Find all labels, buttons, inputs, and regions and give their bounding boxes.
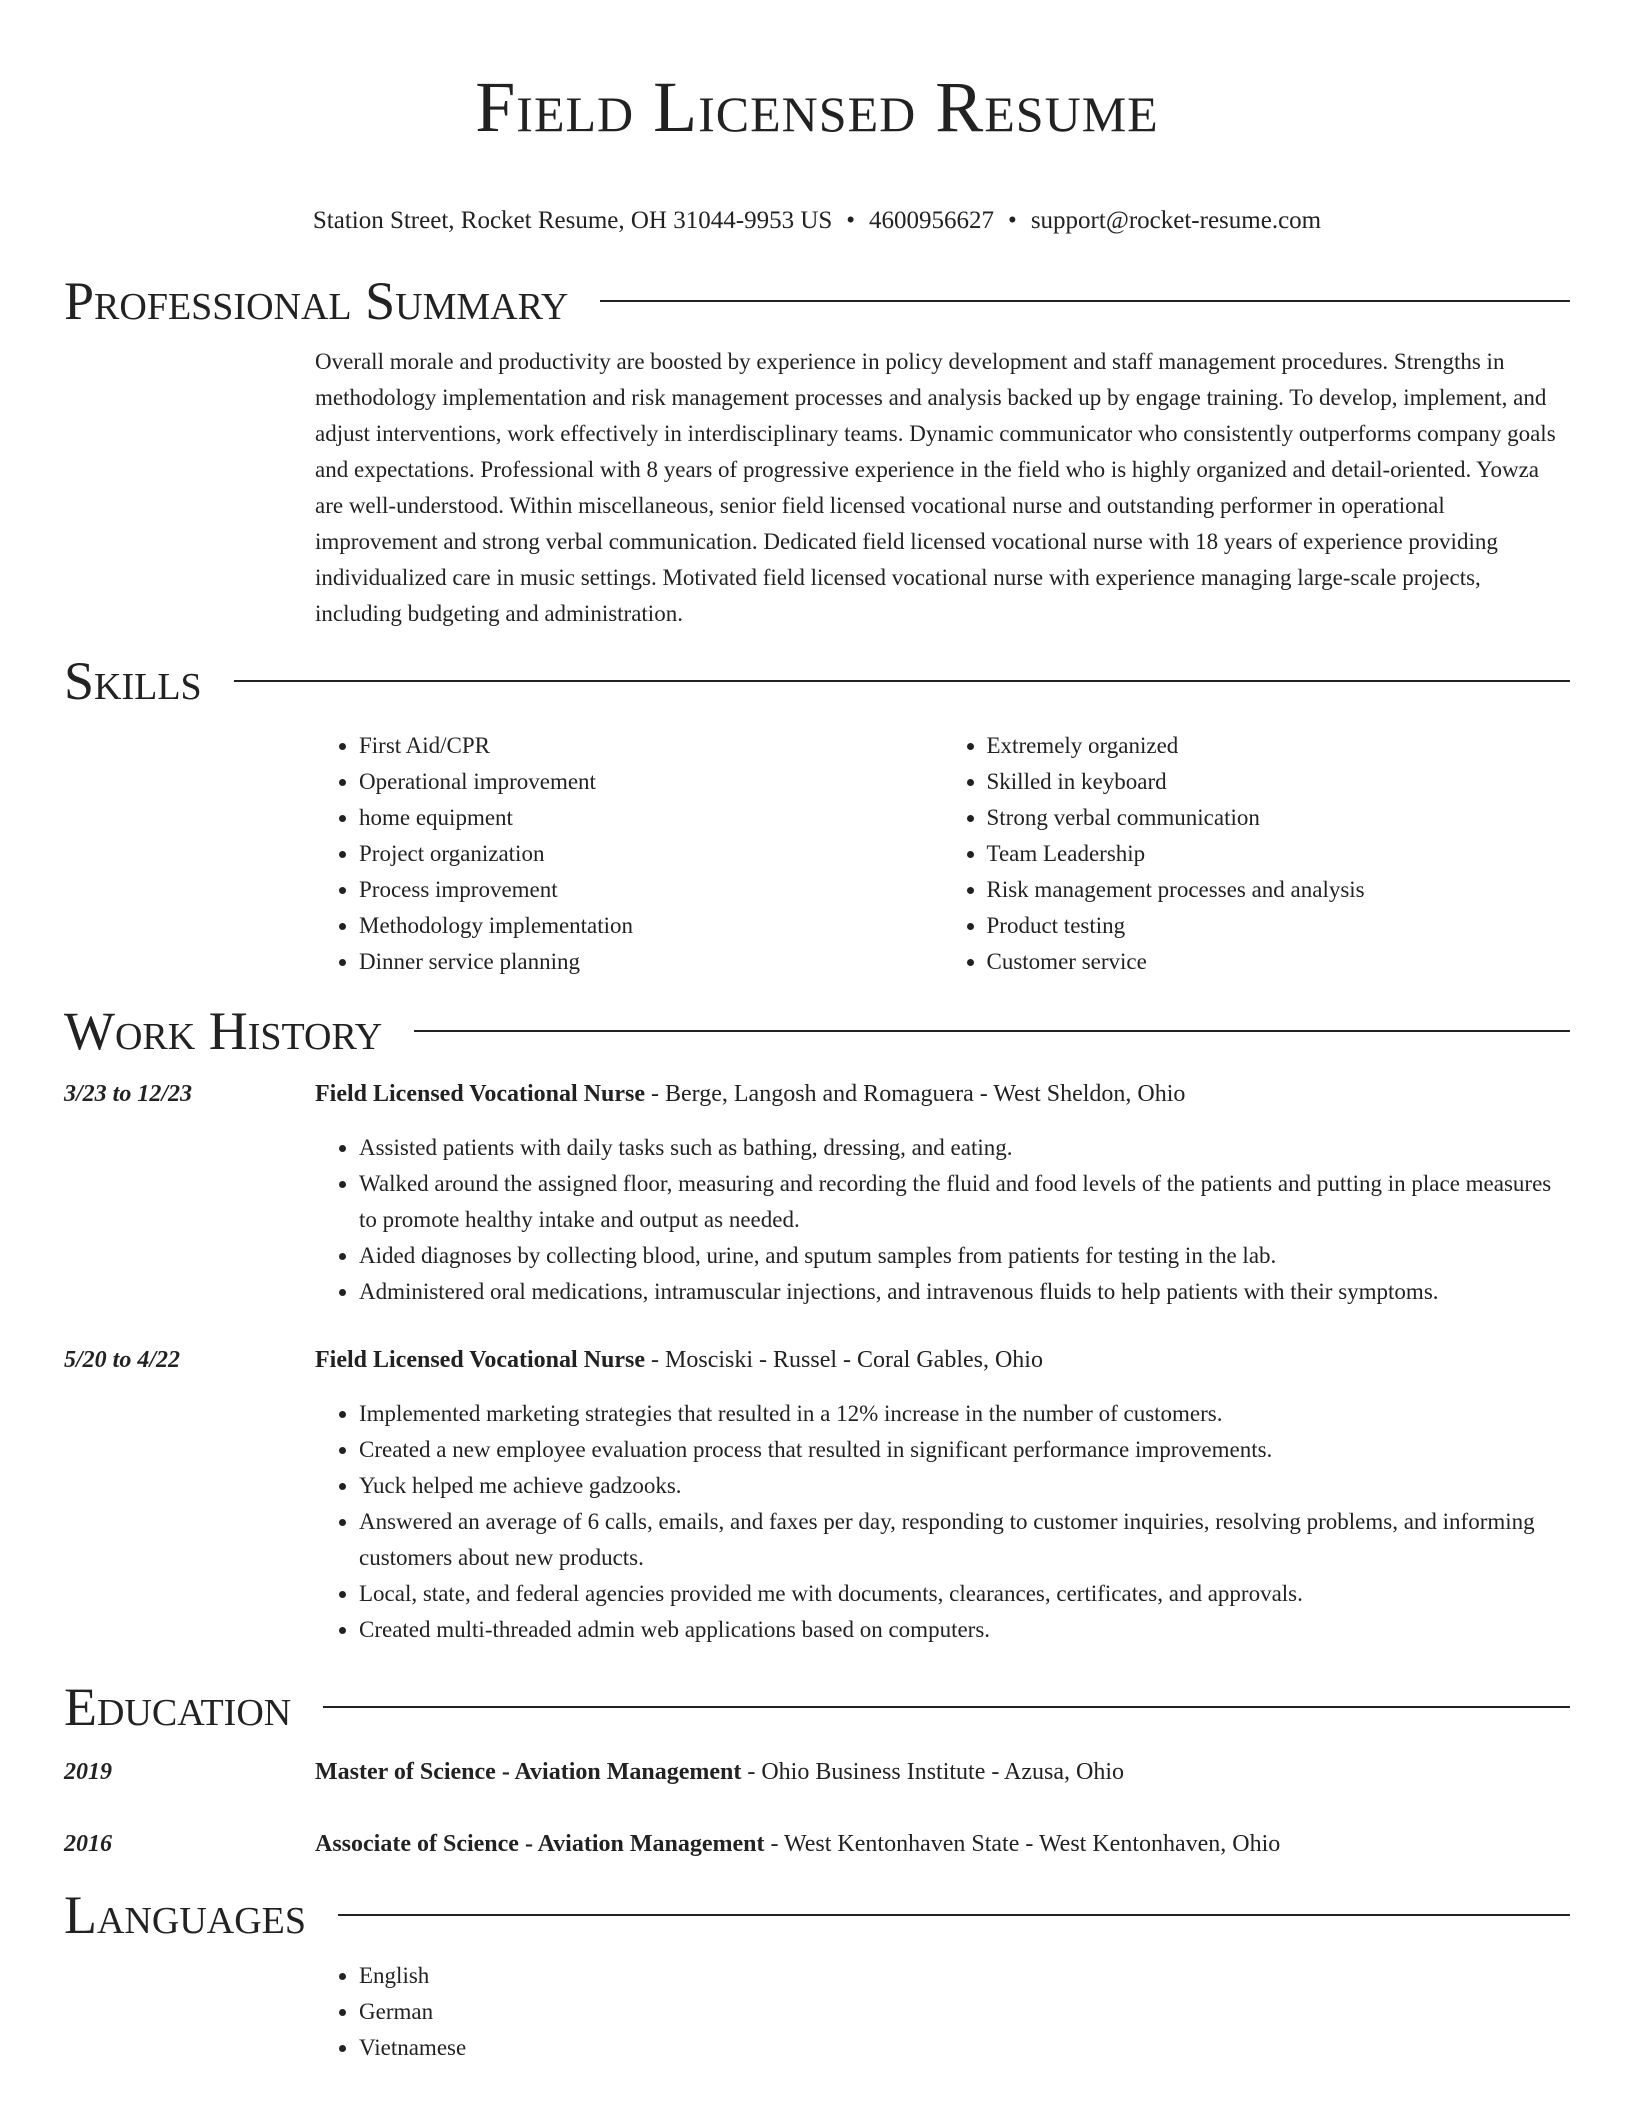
- skill-item: • home equipment: [359, 800, 943, 836]
- job-bullet: • Local, state, and federal agencies provided me with documents, clearances, certificates, and approvals.: [359, 1576, 1570, 1612]
- job-bullets: [315, 1396, 1570, 1648]
- contact-line: [64, 206, 1570, 236]
- job-dates: 3/23 to 12/23: [64, 1081, 193, 1107]
- language-item: • English: [359, 1958, 1570, 1994]
- section-divider: [323, 1706, 1570, 1708]
- school: - West Kentonhaven State - West Kentonhaven, Ohio: [764, 1831, 1281, 1857]
- education-section-header: [64, 1676, 1570, 1738]
- resume-name: Field Licensed Resume: [475, 67, 1159, 147]
- skill-item: • Team Leadership: [987, 836, 1571, 872]
- education-heading: [315, 1826, 1280, 1862]
- email: support@rocket-resume.com: [1030, 207, 1322, 234]
- skill-item: • Operational improvement: [359, 764, 943, 800]
- section-title-skills: Skills: [64, 651, 202, 711]
- separator: •: [1008, 207, 1017, 234]
- skills-column-right: [943, 728, 1571, 980]
- skill-item: • Extremely organized: [987, 728, 1571, 764]
- skills-column-left: [315, 728, 943, 980]
- languages-section-header: [64, 1884, 1570, 1946]
- job-title: Field Licensed Vocational Nurse: [315, 1347, 646, 1373]
- job-title: Field Licensed Vocational Nurse: [315, 1081, 646, 1107]
- skill-item: • Project organization: [359, 836, 943, 872]
- job-entry: [64, 1076, 1570, 1112]
- degree: Associate of Science - Aviation Management: [315, 1831, 765, 1857]
- skill-item: • Methodology implementation: [359, 908, 943, 944]
- job-bullet: • Implemented marketing strategies that resulted in a 12% increase in the number of customers.: [359, 1396, 1570, 1432]
- phone: 4600956627: [869, 207, 995, 234]
- job-bullet: • Yuck helped me achieve gadzooks.: [359, 1468, 1570, 1504]
- education-entry: [64, 1754, 1570, 1790]
- skill-item: • Skilled in keyboard: [987, 764, 1571, 800]
- job-bullet: • Walked around the assigned floor, measuring and recording the fluid and food levels of the patients and putting in place measures to promote healthy intake and output as needed.: [359, 1166, 1570, 1238]
- summary-text: Overall morale and productivity are boosted by experience in policy development and staff management procedures. Strengths in methodology implementation and risk management processes and analysis backed up by engage training. To develop, implement, and adjust interventions, work effectively in interdisciplinary teams. Dynamic communicator who consistently outperforms company goals and expectations. Professional with 8 years of progressive experience in the field who is highly organized and detail-oriented. Yowza are well-understood. Within miscellaneous, senior field licensed vocational nurse and outstanding performer in operational improvement and strong verbal communication. Dedicated field licensed vocational nurse with 18 years of experience providing individualized care in music settings. Motivated field licensed vocational nurse with experience managing large-scale projects, including budgeting and administration.: [315, 349, 1556, 626]
- job-bullet: • Assisted patients with daily tasks such as bathing, dressing, and eating.: [359, 1130, 1570, 1166]
- job-bullet: • Created a new employee evaluation process that resulted in significant performance improvements.: [359, 1432, 1570, 1468]
- section-divider: [338, 1914, 1570, 1916]
- education-heading: [315, 1754, 1124, 1790]
- job-entry: [64, 1342, 1570, 1378]
- skill-item: • Risk management processes and analysis: [987, 872, 1571, 908]
- skill-item: • Process improvement: [359, 872, 943, 908]
- skill-item: • Customer service: [987, 944, 1571, 980]
- section-title-work: Work History: [64, 1001, 383, 1061]
- summary-section-header: [64, 270, 1570, 332]
- job-dates: 5/20 to 4/22: [64, 1347, 181, 1373]
- section-divider: [600, 300, 1570, 302]
- job-heading: [315, 1076, 1185, 1112]
- education-year: 2019: [64, 1759, 112, 1785]
- education-year: 2016: [64, 1831, 112, 1857]
- job-employer: - Berge, Langosh and Romaguera - West Sheldon, Ohio: [645, 1081, 1186, 1107]
- degree: Master of Science - Aviation Management: [315, 1759, 742, 1785]
- language-item: • German: [359, 1994, 1570, 2030]
- job-bullet: • Administered oral medications, intramuscular injections, and intravenous fluids to help patients with their symptoms.: [359, 1274, 1570, 1310]
- skills-list: [64, 728, 1570, 980]
- section-divider: [414, 1030, 1570, 1032]
- education-entry: [64, 1826, 1570, 1862]
- skill-item: • First Aid/CPR: [359, 728, 943, 764]
- job-bullet: • Aided diagnoses by collecting blood, urine, and sputum samples from patients for testing in the lab.: [359, 1238, 1570, 1274]
- job-bullet: • Created multi-threaded admin web applications based on computers.: [359, 1612, 1570, 1648]
- skills-section-header: [64, 650, 1570, 712]
- skill-item: • Product testing: [987, 908, 1571, 944]
- school: - Ohio Business Institute - Azusa, Ohio: [741, 1759, 1124, 1785]
- section-divider: [234, 680, 1570, 682]
- job-bullet: • Answered an average of 6 calls, emails, and faxes per day, responding to customer inquiries, resolving problems, and informing customers about new products.: [359, 1504, 1570, 1576]
- section-title-education: Education: [64, 1677, 292, 1737]
- section-title-summary: Professional Summary: [64, 271, 569, 331]
- work-section-header: [64, 1000, 1570, 1062]
- section-title-languages: Languages: [64, 1885, 306, 1945]
- address: Station Street, Rocket Resume, OH 31044-9953 US: [312, 207, 833, 234]
- separator: •: [846, 207, 856, 234]
- job-heading: [315, 1342, 1043, 1378]
- languages-list: [315, 1958, 1570, 2066]
- skill-item: • Dinner service planning: [359, 944, 943, 980]
- skill-item: • Strong verbal communication: [987, 800, 1571, 836]
- job-employer: - Mosciski - Russel - Coral Gables, Ohio: [645, 1347, 1043, 1373]
- language-item: • Vietnamese: [359, 2030, 1570, 2066]
- job-bullets: [315, 1130, 1570, 1310]
